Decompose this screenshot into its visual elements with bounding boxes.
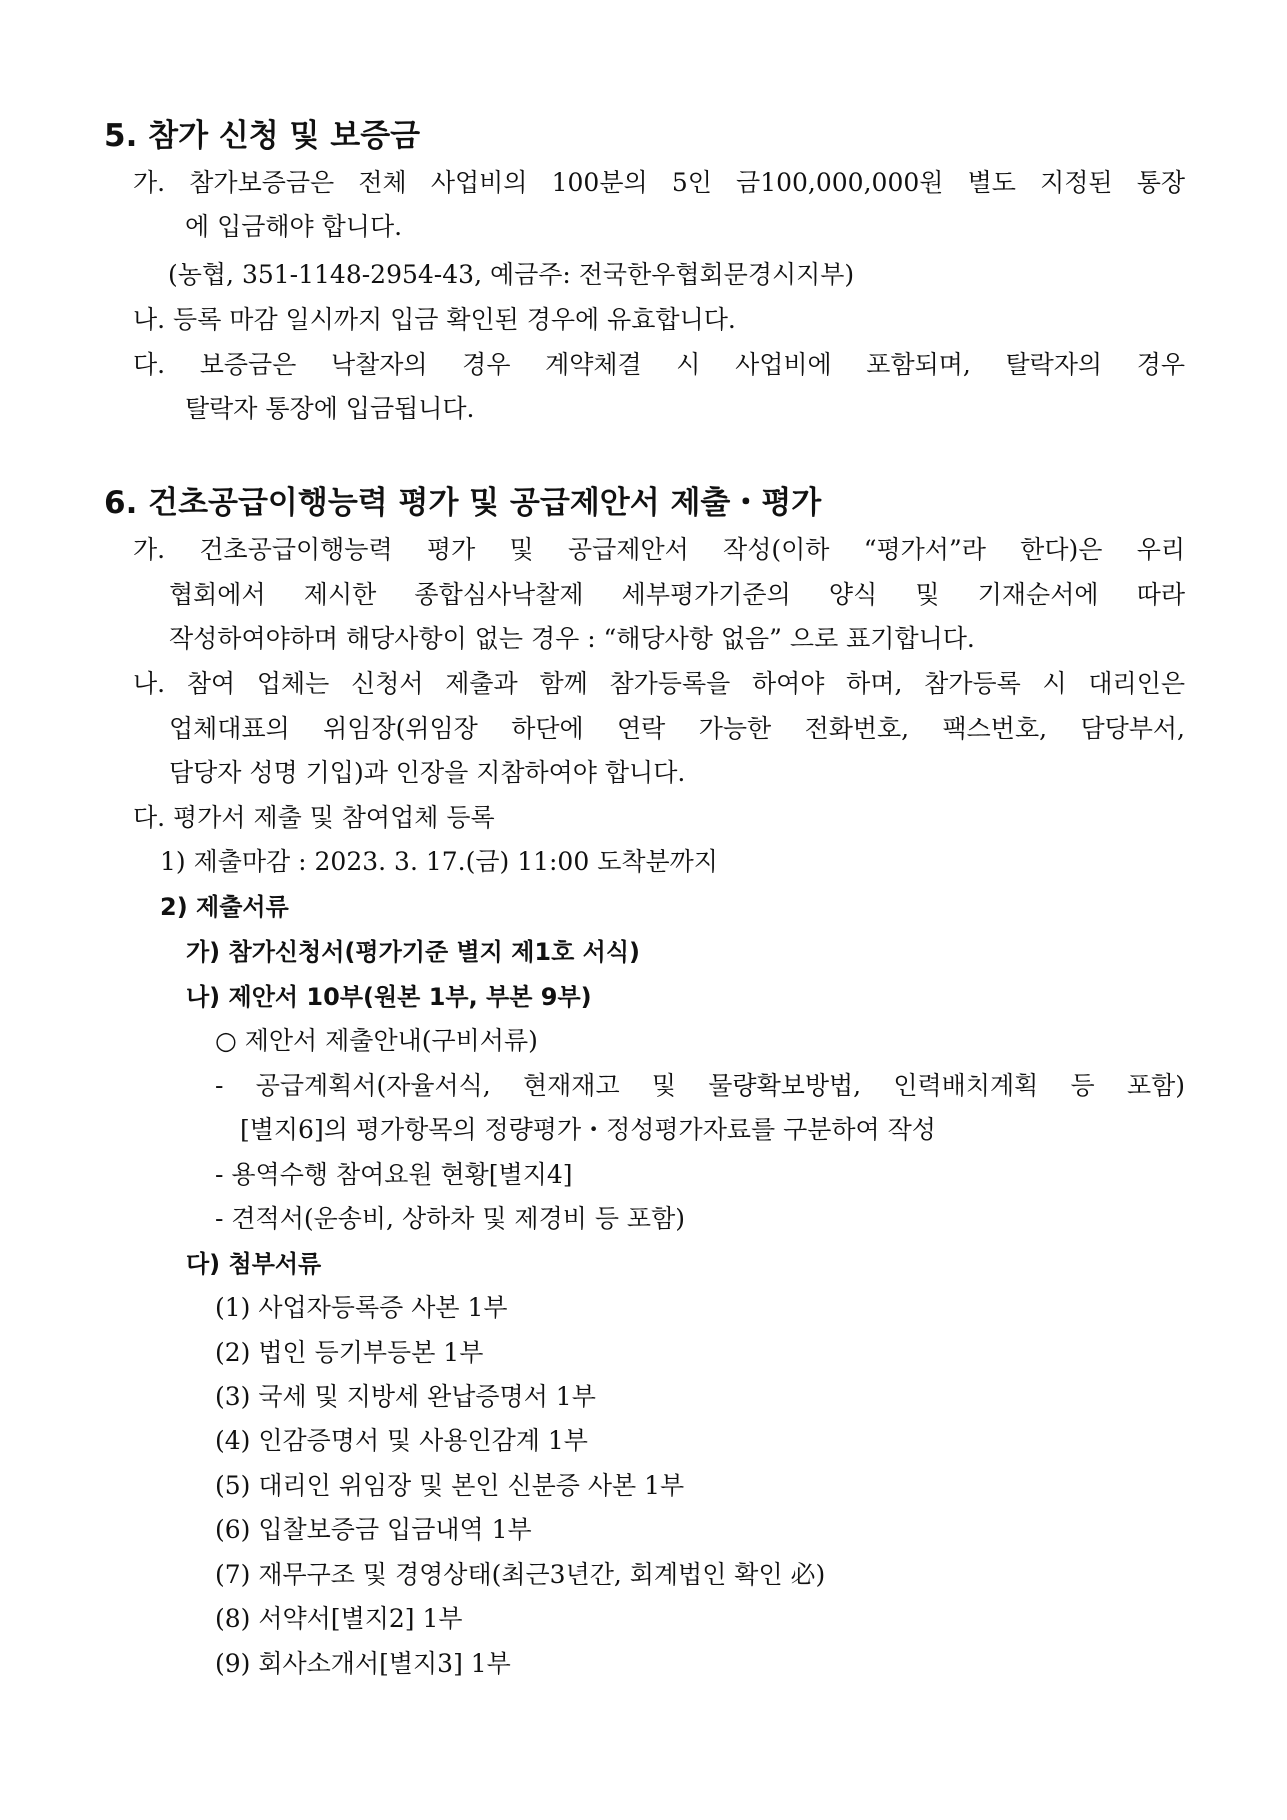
section6-na-line1: 나. 참여 업체는 신청서 제출과 함께 참가등록을 하여야 하며, 참가등록 시 대리인은: [133, 669, 1185, 698]
section5-da-line2: 탈락자 통장에 입금됩니다.: [185, 394, 475, 423]
attachment-item: (6) 입찰보증금 입금내역 1부: [215, 1515, 532, 1544]
item-ga-application: 가) 참가신청서(평가기준 별지 제1호 서식): [186, 938, 640, 966]
section6-na-line2: 업체대표의 위임장(위임장 하단에 연락 가능한 전화번호, 팩스번호, 담당부서,: [169, 714, 1185, 743]
attachment-item: (4) 인감증명서 및 사용인감계 1부: [215, 1426, 588, 1455]
section5-ga-line2: 에 입금해야 합니다.: [185, 212, 403, 241]
section6-ga-line1: 가. 건초공급이행능력 평가 및 공급제안서 작성(이하 “평가서”라 한다)은 우리: [133, 535, 1185, 564]
attachment-item: (8) 서약서[별지2] 1부: [215, 1604, 463, 1633]
section5-da-line1: 다. 보증금은 낙찰자의 경우 계약체결 시 사업비에 포함되며, 탈락자의 경우: [133, 350, 1185, 379]
section6-ga-line2: 협회에서 제시한 종합심사낙찰제 세부평가기준의 양식 및 기재순서에 따라: [169, 580, 1185, 609]
item-na-proposal: 나) 제안서 10부(원본 1부, 부본 9부): [186, 983, 592, 1011]
attachment-item: (1) 사업자등록증 사본 1부: [215, 1293, 508, 1322]
section6-title: 6. 건초공급이행능력 평가 및 공급제안서 제출・평가: [104, 485, 822, 521]
attachment-item: (2) 법인 등기부등본 1부: [215, 1338, 484, 1367]
estimate: - 견적서(운송비, 상하차 및 제경비 등 포함): [215, 1204, 685, 1233]
documents-heading: 2) 제출서류: [160, 893, 289, 921]
section6-na-line3: 담당자 성명 기입)과 인장을 지참하여야 합니다.: [169, 758, 686, 787]
attachment-item: (9) 회사소개서[별지3] 1부: [215, 1649, 511, 1678]
section5-title: 5. 참가 신청 및 보증금: [104, 118, 421, 154]
attachment-item: (3) 국세 및 지방세 완납증명서 1부: [215, 1382, 596, 1411]
attachment-item: (5) 대리인 위임장 및 본인 신분증 사본 1부: [215, 1471, 685, 1500]
submission-deadline: 1) 제출마감 : 2023. 3. 17.(금) 11:00 도착분까지: [160, 847, 718, 876]
section6-da: 다. 평가서 제출 및 참여업체 등록: [133, 803, 495, 832]
supply-plan-line1: - 공급계획서(자율서식, 현재재고 및 물량확보방법, 인력배치계획 등 포함): [215, 1071, 1185, 1100]
proposal-guide: ○ 제안서 제출안내(구비서류): [215, 1026, 538, 1055]
section6-ga-line3: 작성하여야하며 해당사항이 없는 경우 : “해당사항 없음” 으로 표기합니다.: [169, 624, 975, 653]
supply-plan-line2: [별지6]의 평가항목의 정량평가・정성평가자료를 구분하여 작성: [240, 1115, 936, 1144]
staff-status: - 용역수행 참여요원 현황[별지4]: [215, 1160, 573, 1189]
item-da-attachments: 다) 첨부서류: [186, 1250, 322, 1278]
section5-na: 나. 등록 마감 일시까지 입금 확인된 경우에 유효합니다.: [133, 305, 736, 334]
bank-account-info: (농협, 351-1148-2954-43, 예금주: 전국한우협회문경시지부): [168, 260, 855, 289]
section5-ga-line1: 가. 참가보증금은 전체 사업비의 100분의 5인 금100,000,000원 별도 지정된 통장: [133, 168, 1185, 197]
attachment-item: (7) 재무구조 및 경영상태(최근3년간, 회계법인 확인 必): [215, 1560, 826, 1589]
